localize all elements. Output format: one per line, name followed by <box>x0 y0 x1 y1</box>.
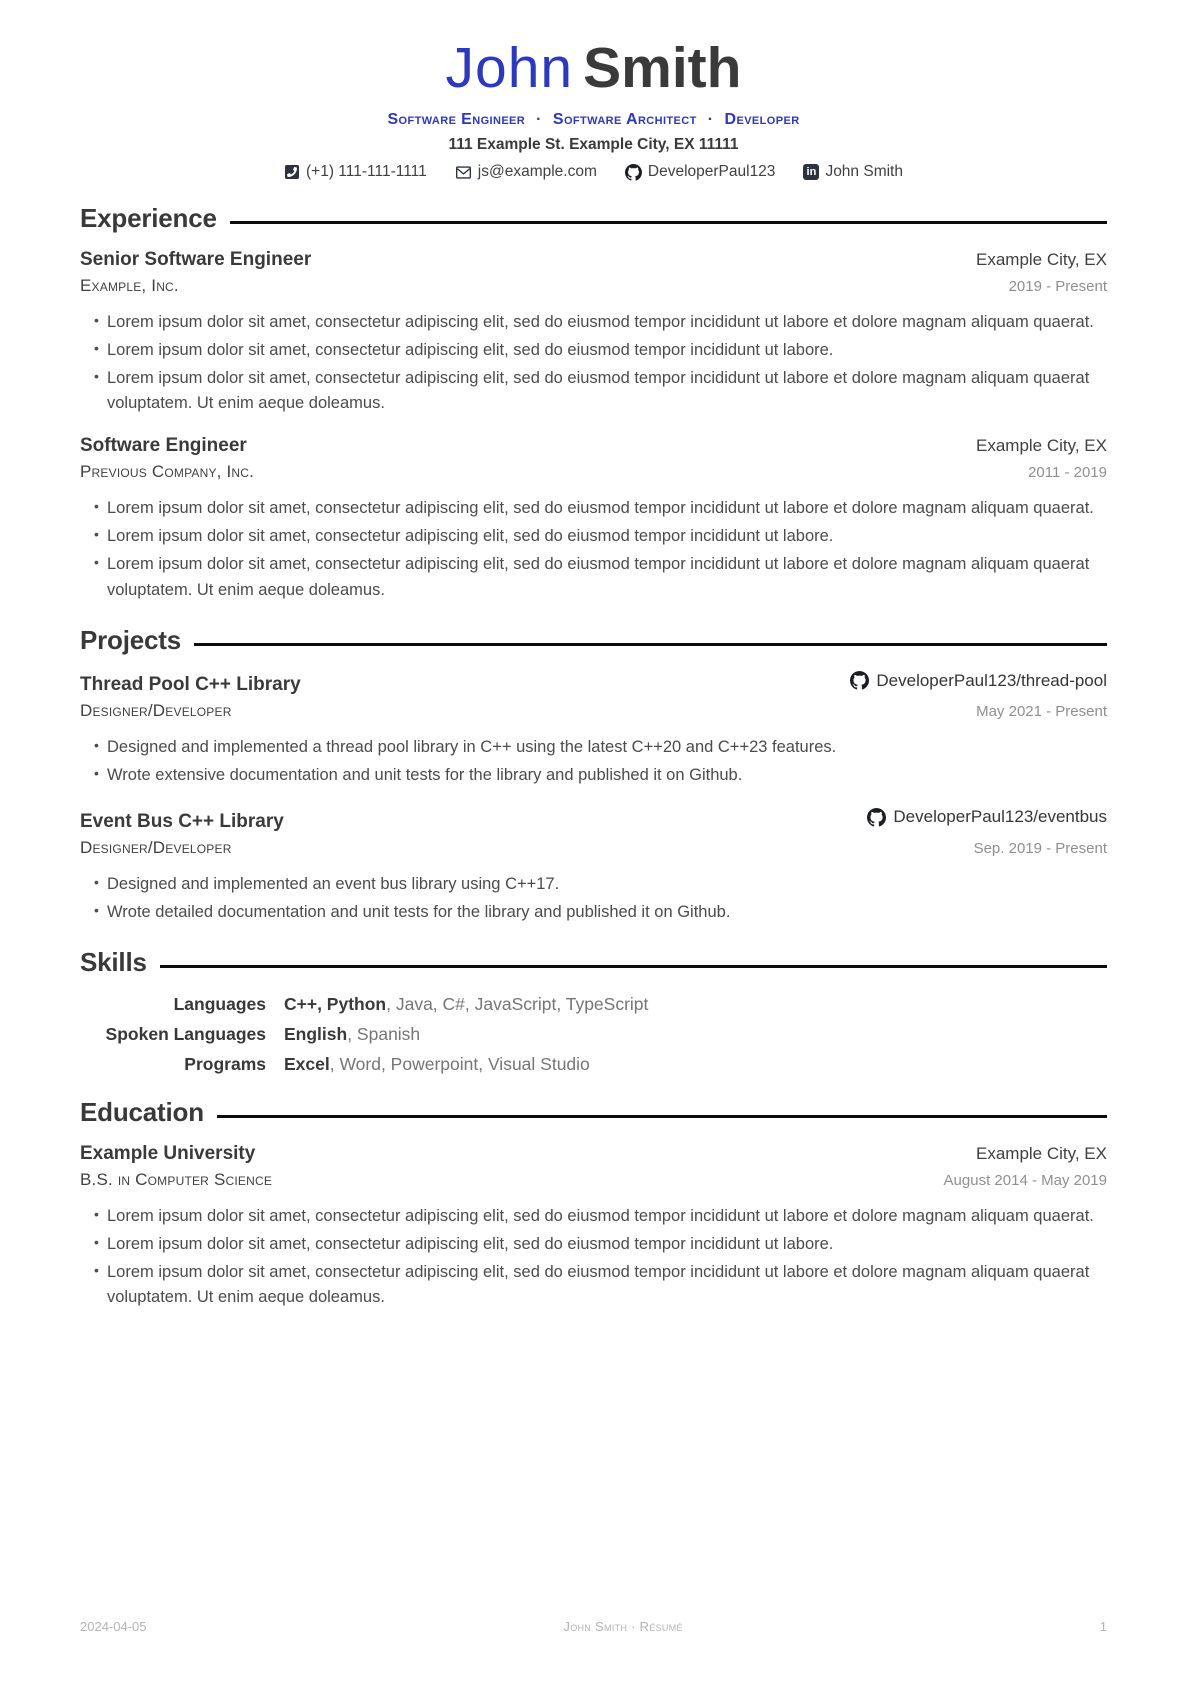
github-icon <box>867 808 886 827</box>
skill-primary: C++, Python <box>284 993 387 1014</box>
last-name: Smith <box>583 36 742 100</box>
project-repo-name: DeveloperPaul123/eventbus <box>893 807 1107 827</box>
bullet-item: • Designed and implemented an event bus library using C++17. <box>81 872 1107 897</box>
tagline-software-architect: · Software Architect <box>525 111 697 128</box>
github-icon <box>850 671 869 690</box>
skills-title: Skills <box>80 946 147 977</box>
bullet-item: • Lorem ipsum dolor sit amet, consectetur adipiscing elit, sed do eiusmod tempor incididunt ut labore et dolore magnam aliquam quaerat voluptatem. Ut enim aeque doleamus. <box>81 1260 1107 1310</box>
project-bullets <box>80 872 1107 925</box>
project-dates: May 2021 - Present <box>976 703 1107 721</box>
skill-label: Spoken Languages <box>105 1023 266 1044</box>
skill-label: Languages <box>173 993 266 1014</box>
linkedin-icon <box>803 164 819 180</box>
bullet-item: • Lorem ipsum dolor sit amet, consectetur adipiscing elit, sed do eiusmod tempor incididunt ut labore. <box>81 524 1107 549</box>
skill-primary: English <box>284 1023 348 1044</box>
experience-heading <box>80 203 1107 234</box>
page-footer <box>80 1619 1107 1634</box>
phone-link[interactable] <box>284 163 427 181</box>
entry-subheader <box>80 1170 1107 1190</box>
degree-name: B.S. in Computer Science <box>80 1169 273 1189</box>
footer-date: 2024-04-05 <box>80 1619 147 1634</box>
bullet-item: • Lorem ipsum dolor sit amet, consectetur adipiscing elit, sed do eiusmod tempor incididunt ut labore. <box>81 338 1107 363</box>
address-line: 111 Example St. Example City, EX 11111 <box>448 136 739 153</box>
section-experience <box>80 203 1107 603</box>
bullet-item: • Lorem ipsum dolor sit amet, consectetur adipiscing elit, sed do eiusmod tempor incididunt ut labore. <box>81 1232 1107 1257</box>
job-bullets <box>80 496 1107 602</box>
entry-header <box>80 249 1107 271</box>
project-role: Designer/Developer <box>80 701 232 721</box>
skill-secondary: , Java, C#, JavaScript, TypeScript <box>386 993 649 1014</box>
projects-title: Projects <box>80 624 182 655</box>
bullet-item: • Wrote detailed documentation and unit tests for the library and published it on Github. <box>81 900 1107 925</box>
skill-label: Programs <box>184 1053 266 1074</box>
education-heading <box>80 1097 1107 1128</box>
skill-values <box>284 1054 1107 1075</box>
skill-primary: Excel <box>284 1053 330 1074</box>
heading-rule <box>194 643 1107 646</box>
experience-title: Experience <box>80 203 217 233</box>
company-name: Example, Inc. <box>80 276 179 295</box>
email-icon <box>455 165 472 180</box>
entry-subheader <box>80 276 1107 296</box>
job-title: Senior Software Engineer <box>80 249 312 270</box>
experience-entry <box>80 249 1107 416</box>
first-name: John <box>445 36 574 100</box>
bullet-item: • Lorem ipsum dolor sit amet, consectetur adipiscing elit, sed do eiusmod tempor incididunt ut labore et dolore magnam aliquam quaerat. <box>81 1204 1107 1229</box>
entry-header <box>80 1143 1107 1165</box>
job-dates: 2011 - 2019 <box>1028 464 1107 482</box>
heading-rule <box>160 965 1107 968</box>
resume-header <box>80 36 1107 181</box>
entry-header <box>80 807 1107 833</box>
email-link[interactable] <box>455 163 597 181</box>
email-address: js@example.com <box>477 163 597 180</box>
project-repo-name: DeveloperPaul123/thread-pool <box>876 670 1107 690</box>
bullet-item: • Lorem ipsum dolor sit amet, consectetur adipiscing elit, sed do eiusmod tempor incididunt ut labore et dolore magnam aliquam quaerat voluptatem. Ut enim aeque doleamus. <box>81 552 1107 602</box>
footer-document-title: John Smith · Résumé <box>563 1619 683 1634</box>
job-title: Software Engineer <box>80 435 247 457</box>
heading-rule <box>217 1115 1107 1118</box>
person-name <box>80 36 1107 100</box>
skill-row-languages <box>80 994 1107 1015</box>
skill-secondary: , Word, Powerpoint, Visual Studio <box>329 1053 590 1074</box>
footer-page-number: 1 <box>1099 1619 1107 1634</box>
section-education <box>80 1097 1107 1310</box>
project-repo-link[interactable] <box>850 671 1107 691</box>
job-dates: 2019 - Present <box>1008 278 1107 295</box>
education-dates: August 2014 - May 2019 <box>943 1171 1107 1189</box>
skills-heading <box>80 947 1107 978</box>
project-name: Event Bus C++ Library <box>80 810 284 832</box>
skill-values <box>284 994 1107 1015</box>
job-location: Example City, EX <box>975 250 1107 269</box>
project-role: Designer/Developer <box>80 837 232 857</box>
section-skills <box>80 947 1107 1075</box>
job-bullets <box>80 310 1107 416</box>
tagline-software-engineer: Software Engineer <box>387 111 526 128</box>
linkedin-name: John Smith <box>825 163 903 180</box>
linkedin-link[interactable] <box>803 163 903 181</box>
skill-row-programs <box>80 1054 1107 1075</box>
bullet-item: • Lorem ipsum dolor sit amet, consectetur adipiscing elit, sed do eiusmod tempor incididunt ut labore et dolore magnam aliquam quaerat voluptatem. Ut enim aeque doleamus. <box>81 366 1107 416</box>
github-icon <box>625 164 642 181</box>
project-entry <box>80 807 1107 925</box>
skill-secondary: , Spanish <box>347 1023 421 1044</box>
section-projects <box>80 625 1107 925</box>
education-entry <box>80 1143 1107 1310</box>
job-location: Example City, EX <box>975 436 1107 456</box>
tagline-row <box>80 111 1107 129</box>
projects-heading <box>80 625 1107 656</box>
education-title: Education <box>80 1096 204 1127</box>
phone-number: (+1) 111-111-1111 <box>306 163 427 180</box>
skills-table <box>80 994 1107 1075</box>
entry-subheader <box>80 462 1107 482</box>
experience-entry <box>80 435 1107 602</box>
project-dates: Sep. 2019 - Present <box>973 839 1107 857</box>
company-name: Previous Company, Inc. <box>80 462 255 482</box>
skill-values <box>284 1024 1107 1045</box>
school-location: Example City, EX <box>975 1143 1107 1163</box>
github-profile-link[interactable] <box>625 163 776 181</box>
project-entry <box>80 671 1107 789</box>
phone-icon <box>284 164 300 180</box>
education-bullets <box>80 1204 1107 1310</box>
entry-subheader <box>80 701 1107 721</box>
entry-subheader <box>80 838 1107 858</box>
tagline-developer: · Developer <box>697 111 800 128</box>
entry-header <box>80 435 1107 457</box>
github-username: DeveloperPaul123 <box>647 163 776 180</box>
contact-row <box>80 163 1107 181</box>
project-name: Thread Pool C++ Library <box>80 674 301 696</box>
entry-header <box>80 671 1107 697</box>
bullet-item: • Lorem ipsum dolor sit amet, consectetur adipiscing elit, sed do eiusmod tempor incididunt ut labore et dolore magnam aliquam quaerat. <box>81 310 1107 335</box>
bullet-item: • Lorem ipsum dolor sit amet, consectetur adipiscing elit, sed do eiusmod tempor incididunt ut labore et dolore magnam aliquam quaerat. <box>81 496 1107 521</box>
bullet-item: • Designed and implemented a thread pool library in C++ using the latest C++20 and C++23 features. <box>81 735 1107 760</box>
project-repo-link[interactable] <box>867 807 1107 827</box>
heading-rule <box>230 221 1107 224</box>
project-bullets <box>80 735 1107 788</box>
bullet-item: • Wrote extensive documentation and unit tests for the library and published it on Github. <box>81 763 1107 788</box>
skill-row-spoken-languages <box>80 1024 1107 1045</box>
school-name: Example University <box>80 1142 256 1164</box>
